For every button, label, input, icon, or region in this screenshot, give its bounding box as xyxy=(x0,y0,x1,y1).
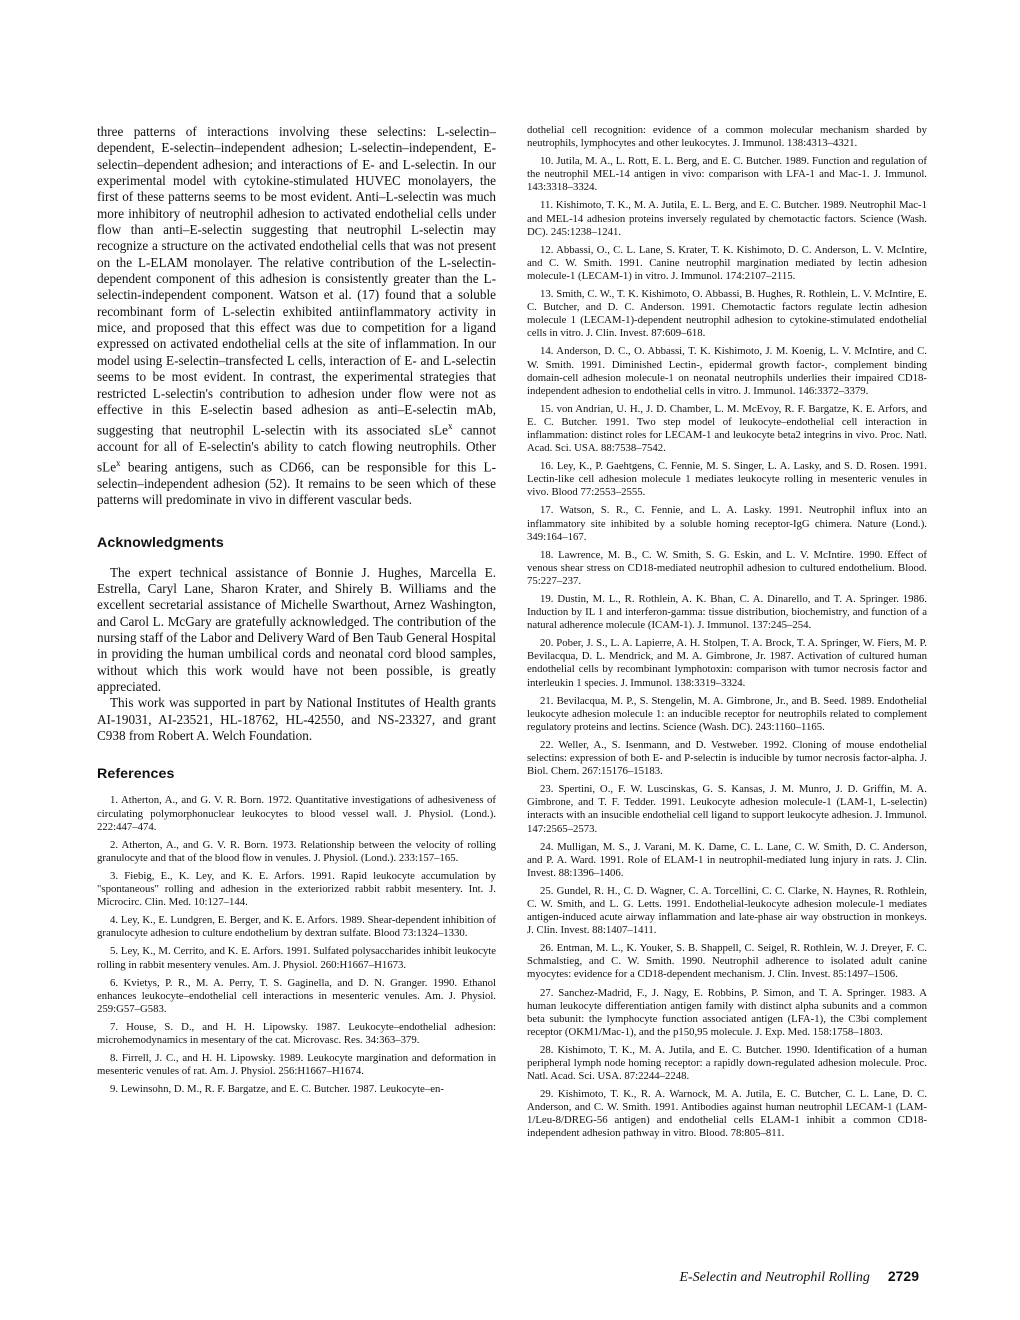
reference-item: 17. Watson, S. R., C. Fennie, and L. A. Lasky. 1991. Neutrophil influx into an inflammatory site inhibited by a soluble homing receptor-IgG chimera. Nature (Lond.). 349:164–167. xyxy=(527,504,927,543)
reference-item: 12. Abbassi, O., C. L. Lane, S. Krater, T. K. Kishimoto, D. C. Anderson, L. V. McIntire, and C. W. Smith. 1991. Canine neutrophil margination mediated by lectin adhesion molecule-1 (LECAM-1) in vitro. J. Immunol. 174:2107–2115. xyxy=(527,243,927,282)
reference-item: 21. Bevilacqua, M. P., S. Stengelin, M. A. Gimbrone, Jr., and B. Seed. 1989. Endothelial leukocyte adhesion molecule 1: an inducible receptor for neutrophils related to complement regulatory proteins and lectins. Science (Wash. DC). 243:1160–1165. xyxy=(527,694,927,733)
reference-item: 2. Atherton, A., and G. V. R. Born. 1973. Relationship between the velocity of rolling granulocyte and that of the blood flow in venules. J. Physiol. (Lond.). 233:157–165. xyxy=(97,838,496,864)
reference-item: 10. Jutila, M. A., L. Rott, E. L. Berg, and E. C. Butcher. 1989. Function and regulation of the neutrophil MEL-14 antigen in vivo: comparison with LFA-1 and Mac-1. J. Immunol. 143:3318–3324. xyxy=(527,155,927,194)
reference-item: 14. Anderson, D. C., O. Abbassi, T. K. Kishimoto, J. M. Koenig, L. V. McIntire, and C. W. Smith. 1991. Diminished Lectin-, epidermal growth factor-, complement binding domain-cell adhesion molecule-1 on neonatal neutrophils underlies their impaired CD18-independent adhesion to endothelial cells in vitro. J. Immunol. 146:3372–3379. xyxy=(527,345,927,397)
reference-item: 1. Atherton, A., and G. V. R. Born. 1972. Quantitative investigations of adhesiveness of circulating polymorphonuclear leukocytes to blood vessel wall. J. Physiol. (Lond.). 222:447–474. xyxy=(97,794,496,833)
reference-item: 15. von Andrian, U. H., J. D. Chamber, L. M. McEvoy, R. F. Bargatze, K. E. Arfors, and E. C. Butcher. 1991. Two step model of leukocyte–endothelial cell interaction in inflammation: distinct roles for LECAM-1 and leukocyte beta2 integrins in vivo. Proc. Natl. Acad. Sci. USA. 88:7538–7542. xyxy=(527,402,927,455)
reference-list-left xyxy=(97,794,496,1096)
acknowledgments-paragraph: The expert technical assistance of Bonnie J. Hughes, Marcella E. Estrella, Caryl Lane, Sharon Krater, and Shirely B. Williams and the excellent secretarial assistance of Michelle Swarthout, Arnez Washington, and Carol L. McGary are gratefully acknowledged. The contribution of the nursing staff of the Labor and Delivery Ward of Ben Taub General Hospital in providing the human umbilical cords and neonatal cord blood samples, without which this work would have not been possible, is greatly appreciated. xyxy=(97,564,496,695)
reference-item: 28. Kishimoto, T. K., M. A. Jutila, and E. C. Butcher. 1990. Identification of a human peripheral lymph node homing receptor: a rapidly down-regulated adhesion molecule. Proc. Natl. Acad. Sci. USA. 87:2244–2248. xyxy=(527,1043,927,1083)
reference-item: 9. Lewinsohn, D. M., R. F. Bargatze, and E. C. Butcher. 1987. Leukocyte–en- xyxy=(110,1083,444,1096)
reference-item: 27. Sanchez-Madrid, F., J. Nagy, E. Robbins, P. Simon, and T. A. Springer. 1983. A human leukocyte differentiation antigen family with distinct alpha subunits and a common beta subunit: the lymphocyte function associated antigen (LFA-1), the C3bi complement receptor (OKM1/Mac-1), and the p150,95 molecule. J. Exp. Med. 158:1758–1803. xyxy=(527,986,927,1038)
reference-item: 22. Weller, A., S. Isenmann, and D. Vestweber. 1992. Cloning of mouse endothelial selectins: expression of both E- and P-selectin is inducible by tumor necrosis factor-alpha. J. Biol. Chem. 267:15176–15183. xyxy=(527,738,927,778)
reference-item: 23. Spertini, O., F. W. Luscinskas, G. S. Kansas, J. M. Munro, J. D. Griffin, M. A. Gimbrone, and T. F. Tedder. 1991. Leukocyte adhesion molecule-1 (LAM-1, L-selectin) interacts with an insucible endothelial cell ligand to support leukocyte adhesion. J. Immunol. 147:2565–2573. xyxy=(527,783,927,835)
reference-item: 11. Kishimoto, T. K., M. A. Jutila, E. L. Berg, and E. C. Butcher. 1989. Neutrophil Mac-1 and MEL-14 adhesion proteins inversely regulated by chemotactic factors. Science (Wash. DC). 245:1238–1241. xyxy=(527,199,927,238)
reference-item: 19. Dustin, M. L., R. Rothlein, A. K. Bhan, C. A. Dinarello, and T. A. Springer. 1986. Induction by IL 1 and interferon-gamma: tissue distribution, biochemistry, and function of a natural adherence molecule (ICAM-1). J. Immunol. 137:245–254. xyxy=(527,593,927,632)
page-number: 2729 xyxy=(887,1268,919,1284)
reference-item: 29. Kishimoto, T. K., R. A. Warnock, M. A. Jutila, E. C. Butcher, C. L. Lane, D. C. Anderson, and C. W. Smith. 1991. Antibodies against human neutrophil LECAM-1 (LAM-1/Leu-8/DREG-56 antigen) and endothelial cells ELAM-1 inhibit a common CD18-independent adhesion pathway in vitro. Blood. 78:805–811. xyxy=(527,1088,927,1140)
reference-item: 25. Gundel, R. H., C. D. Wagner, C. A. Torcellini, C. C. Clarke, N. Haynes, R. Rothlein, C. W. Smith, and L. G. Letts. 1991. Endothelial-leukocyte adhesion molecule-1 mediates antigen-induced acute airway inflammation and late-phase air way obstruction in monkeys. J. Clin. Invest. 88:1407–1411. xyxy=(527,884,927,937)
reference-item: 24. Mulligan, M. S., J. Varani, M. K. Dame, C. L. Lane, C. W. Smith, D. C. Anderson, and P. A. Ward. 1991. Role of ELAM-1 in neutrophil-mediated lung injury in rats. J. Clin. Invest. 88:1396–1406. xyxy=(527,840,927,879)
reference-item: 13. Smith, C. W., T. K. Kishimoto, O. Abbassi, B. Hughes, R. Rothlein, L. V. McIntire, E. C. Butcher, and D. C. Anderson. 1991. Chemotactic factors regulate lectin adhesion molecule 1 (LECAM-1)-dependent neutrophil adhesion to cytokine-stimulated endothelial cells in vitro. J. Clin. Invest. 87:609–618. xyxy=(527,288,927,340)
reference-item: 5. Ley, K., M. Cerrito, and K. E. Arfors. 1991. Sulfated polysaccharides inhibit leukocyte rolling in rabbit mesentery venules. Am. J. Physiol. 260:H1667–H1673. xyxy=(97,945,496,971)
reference-item: 18. Lawrence, M. B., C. W. Smith, S. G. Eskin, and L. V. McIntire. 1990. Effect of venous shear stress on CD18-mediated neutrophil adhesion to cultured endothelium. Blood. 75:227–237. xyxy=(527,548,927,587)
reference-item: 8. Firrell, J. C., and H. H. Lipowsky. 1989. Leukocyte margination and deformation in mesenteric venules of rat. Am. J. Physiol. 256:H1667–H1674. xyxy=(97,1052,496,1078)
reference-list-right xyxy=(527,124,927,1141)
references-heading: References xyxy=(97,766,175,783)
reference-item: 16. Ley, K., P. Gaehtgens, C. Fennie, M. S. Singer, L. A. Lasky, and S. D. Rosen. 1991. Lectin-like cell adhesion molecule 1 mediates leukocyte rolling in mesenteric venules in vivo. Blood 77:2553–2555. xyxy=(527,460,927,499)
reference-item: 6. Kvietys, P. R., M. A. Perry, T. S. Gaginella, and D. N. Granger. 1990. Ethanol enhances leukocyte–endothelial cell interactions in mesenteric venules. Am. J. Physiol. 259:G57–G583. xyxy=(97,976,496,1015)
left-column xyxy=(97,124,496,1101)
reference-item: 20. Pober, J. S., L. A. Lapierre, A. H. Stolpen, T. A. Brock, T. A. Springer, W. Fiers, M. P. Bevilacqua, D. L. Mendrick, and M. A. Gimbrone, Jr. 1987. Activation of cultured human endothelial cells by recombinant lymphotoxin: comparison with tumor necrosis factor and interleukin 1 species. J. Immunol. 138:3319–3324. xyxy=(527,637,927,689)
reference-item: 26. Entman, M. L., K. Youker, S. B. Shappell, C. Seigel, R. Rothlein, W. J. Dreyer, F. C. Schmalstieg, and C. W. Smith. 1990. Neutrophil adherence to isolated adult canine myocytes: evidence for a CD18-dependent mechanism. J. Clin. Invest. 85:1497–1506. xyxy=(527,942,927,981)
reference-item: dothelial cell recognition: evidence of a common molecular mechanism sharded by neutrophils, lymphocytes and other leukocytes. J. Immunol. 138:4313–4321. xyxy=(527,124,927,150)
discussion-paragraph: three patterns of interactions involving these selectins: L-selectin–dependent, E-selectin–independent adhesion; L-selectin–independent, E-selectin–dependent adhesion; and interactions of E- and L-selectin. In our experimental model with cytokine-stimulated HUVEC monolayers, the first of these patterns seems to be most evident. Anti–L-selectin was much more inhibitory of neutrophil adhesion to activated endothelial cells under flow than anti–E-selectin suggesting that neutrophil L-selectin may recognize a structure on the activated endothelial cells that was not present on the L-ELAM monolayer. The relative contribution of the L-selectin-dependent component of this adhesion is consistently greater than the L-selectin-independent component. Watson et al. (17) found that a soluble recombinant form of L-selectin exhibited antiinflammatory activity in mice, and proposed that this effect was due to competition for a ligand expressed on activated endothelial cells at the site of inflammation. In our model using E-selectin–transfected L cells, interaction of E- and L-selectin seems to be most evident. In contrast, the experimental strategies that restricted L-selectin's contribution to adhesion under flow were not as effective in this E-selectin based adhesion as anti–E-selectin mAb, suggesting that neutrophil L-selectin with its associated sLe$^x$ cannot account for all of E-selectin's ability to catch flowing neutrophils. Other sLe$^x$ bearing antigens, such as CD66, can be responsible for this L-selectin–independent adhesion (52). It remains to be seen which of these patterns will predominate in vivo in different vascular beds. xyxy=(97,124,496,508)
page-footer xyxy=(679,1268,919,1286)
reference-item: 3. Fiebig, E., K. Ley, and K. E. Arfors. 1991. Rapid leukocyte accumulation by "spontaneous" rolling and adhesion in the exteriorized rabbit rabbit mesentery. Int. J. Microcirc. Clin. Med. 10:127–144. xyxy=(97,869,496,909)
right-column xyxy=(527,124,927,1146)
running-title: E-Selectin and Neutrophil Rolling xyxy=(679,1270,870,1285)
reference-item: 4. Ley, K., E. Lundgren, E. Berger, and K. E. Arfors. 1989. Shear-dependent inhibition of granulocyte adhesion to culture endothelium by dextran sulfate. Blood 73:1324–1330. xyxy=(97,914,496,940)
acknowledgments-heading: Acknowledgments xyxy=(97,534,224,551)
reference-item: 7. House, S. D., and H. H. Lipowsky. 1987. Leukocyte–endothelial adhesion: microhemodynamics in mesentary of the cat. Microvasc. Res. 34:363–379. xyxy=(97,1020,496,1046)
funding-paragraph: This work was supported in part by National Institutes of Health grants AI-19031, AI-23521, HL-18762, HL-42550, and NS-23327, and grant C938 from Robert A. Welch Foundation. xyxy=(97,695,496,744)
